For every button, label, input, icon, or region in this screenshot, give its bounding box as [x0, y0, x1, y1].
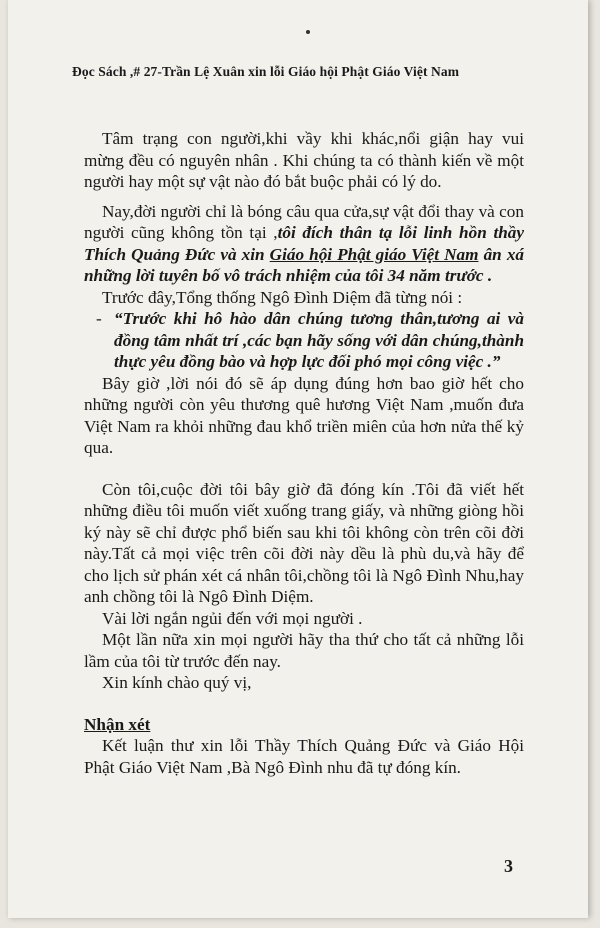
quote-item	[84, 308, 524, 373]
paragraph-text: Nay,đời người chỉ là bóng câu qua cửa,sự vật đổi thay và con người cũng không tồn tại ,	[84, 201, 524, 242]
list-dash: -	[96, 309, 102, 328]
paragraph: Kết luận thư xin lỗi Thầy Thích Quảng Đức và Giáo Hội Phật Giáo Việt Nam ,Bà Ngô Đình nhu đã tự đóng kín.	[84, 736, 524, 777]
page-mark	[306, 30, 310, 34]
paragraph: Một lần nữa xin mọi người hãy tha thứ cho tất cả những lỗi lầm của tôi từ trước đến nay.	[84, 630, 524, 671]
page-body	[84, 128, 524, 778]
page-number: 3	[504, 856, 513, 876]
underlined-emphasis-text: Giáo hội Phật giáo Việt Nam	[269, 244, 479, 264]
running-header: Đọc Sách ,# 27-Trần Lệ Xuân xin lỗi Giáo hội Phật Giáo Việt Nam	[72, 64, 460, 79]
book-page	[8, 0, 588, 918]
paragraph: Bây giờ ,lời nói đó sẽ áp dụng đúng hơn bao giờ hết cho những người còn yêu thương quê hương Việt Nam ,muốn đưa Việt Nam ra khỏi những đau khổ triền miên của hơn nửa thế kỷ qua.	[84, 373, 524, 457]
emphasis-text: ân xá những lời tuyên bố vô trách nhiệm của tôi 34 năm trước .	[84, 244, 525, 285]
section-title: Nhận xét	[84, 714, 151, 734]
paragraph: Trước đây,Tổng thống Ngô Đình Diệm đã từng nói :	[102, 287, 463, 307]
emphasis-text: tôi đích thân tạ lỗi linh hồn thầy Thích Quảng Đức và xin	[84, 223, 524, 264]
paragraph: Xin kính chào quý vị,	[102, 673, 252, 692]
quote-text: “Trước khi hô hào dân chúng tương thân,tương ai và đồng tâm nhất trí ,các bạn hãy sống với dân chúng,thành thực yêu đồng bào và hợp lực đối phó mọi công việc .”	[114, 309, 524, 371]
paragraph: Còn tôi,cuộc đời tôi bây giờ đã đóng kín .Tôi đã viết hết những điều tôi muốn viết xuống trang giấy, và những giòng hồi ký này sẽ chỉ được phổ biến sau khi tôi không còn trên cõi đời này.Tất cả mọi việc trên cõi đời này dều là phù du,và hãy để cho lịch sử phán xét cá nhân tôi,chồng tôi là Ngô Đình Nhu,hay anh chồng tôi là Ngô Đình Diệm.	[84, 479, 524, 606]
paragraph	[84, 201, 524, 287]
paragraph: Tâm trạng con người,khi vầy khi khác,nổi giận hay vui mừng đều có nguyên nhân . Khi chúng ta có thành kiến về một người hay một sự vật nào đó bắt buộc phải có lý do.	[84, 129, 524, 191]
paragraph: Vài lời ngắn ngủi đến với mọi người .	[102, 608, 363, 628]
